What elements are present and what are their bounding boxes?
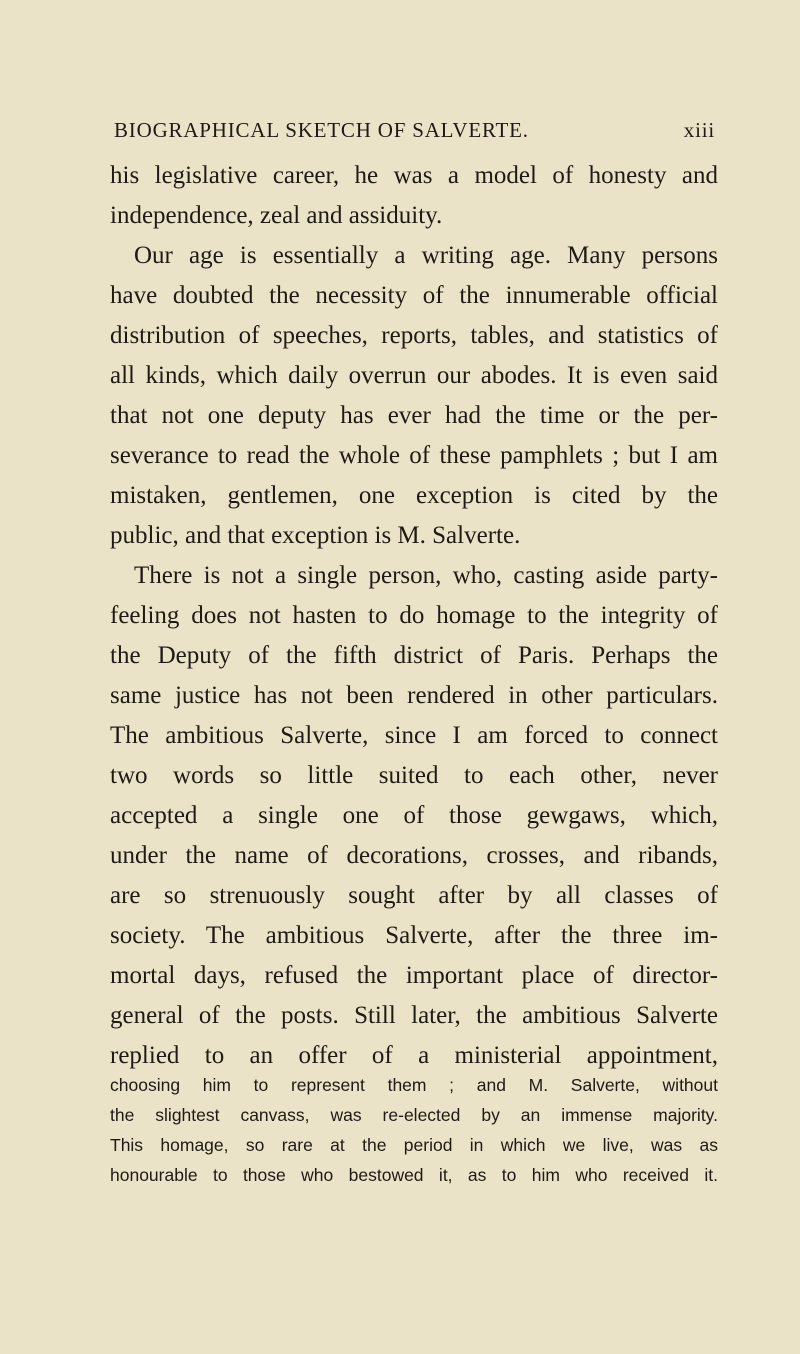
footnote-line: the slightest canvass, was re-elected by an immense majority. [110,1105,718,1125]
text-line: severance to read the whole of these pamphlets ; but I am [110,442,718,469]
text-line: feeling does not hasten to do homage to the integrity of [110,602,718,629]
text-line: Our age is essentially a writing age. Many persons [134,242,718,269]
text-line: mistaken, gentlemen, one exception is cited by the [110,482,718,509]
footnote-line: honourable to those who bestowed it, as to him who received it. [110,1165,718,1185]
text-line: There is not a single person, who, casting aside party- [134,562,718,589]
text-line: his legislative career, he was a model of honesty and [110,162,718,189]
text-line: replied to an offer of a ministerial appointment, [110,1042,718,1069]
text-line: The ambitious Salverte, since I am forced to connect [110,722,718,749]
text-line: are so strenuously sought after by all classes of [110,882,718,909]
footnote-line: choosing him to represent them ; and M. Salverte, without [110,1075,718,1095]
text-line: all kinds, which daily overrun our abodes. It is even said [110,362,718,389]
body-text [110,156,718,1076]
footnote-line: This homage, so rare at the period in which we live, was as [110,1135,718,1155]
text-line: the Deputy of the fifth district of Paris. Perhaps the [110,642,718,669]
text-line: independence, zeal and assiduity. [110,202,443,229]
text-line: that not one deputy has ever had the time or the per- [110,402,718,429]
text-line: mortal days, refused the important place of director- [110,962,718,989]
text-line: general of the posts. Still later, the ambitious Salverte [110,1002,718,1029]
text-line: accepted a single one of those gewgaws, which, [110,802,718,829]
text-line: same justice has not been rendered in other particulars. [110,682,718,709]
running-head-title: BIOGRAPHICAL SKETCH OF SALVERTE. [114,118,529,142]
text-line: public, and that exception is M. Salverte. [110,522,521,549]
text-line: distribution of speeches, reports, tables, and statistics of [110,322,718,349]
text-line: two words so little suited to each other, never [110,762,718,789]
text-line: have doubted the necessity of the innumerable official [110,282,718,309]
page-number: xiii [683,118,715,142]
footnote [110,1070,718,1190]
text-line: under the name of decorations, crosses, and ribands, [110,842,718,869]
text-line: society. The ambitious Salverte, after the three im- [110,922,718,949]
